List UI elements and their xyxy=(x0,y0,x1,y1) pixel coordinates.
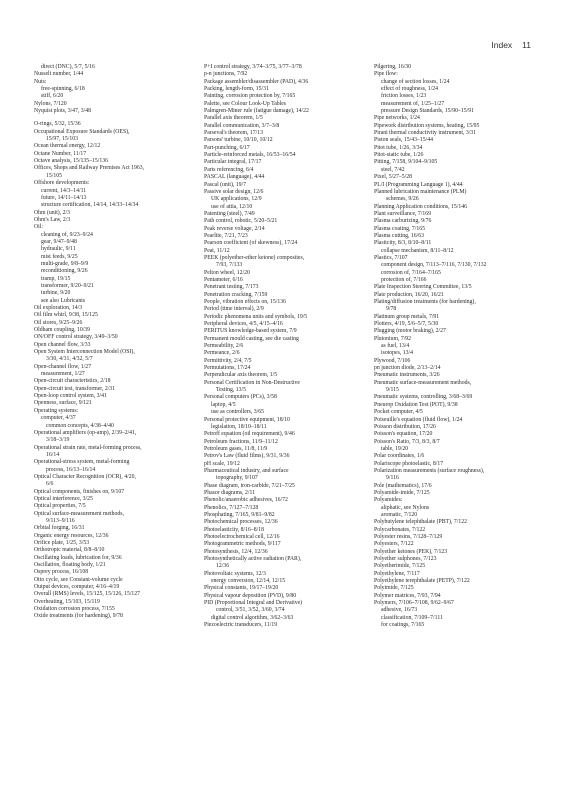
index-subentry: free-spinning, 6/18 xyxy=(41,86,85,93)
index-subentry: 16/14 xyxy=(46,451,60,458)
index-entry: Parsons' turbine, 10/10, 10/12 xyxy=(204,137,273,144)
index-entry: Phenolic/anaerobic adhesives, 16/72 xyxy=(204,497,288,504)
index-entry: Pipe networks, 1/24 xyxy=(374,115,420,122)
index-subentry: gear, 9/47–9/48 xyxy=(41,238,77,245)
index-subentry: schemes, 9/26 xyxy=(386,196,419,203)
index-entry: Optical Character Recognition (OCR), 4/20, xyxy=(34,473,136,480)
index-entry: Photoelectrochemical cell, 12/16 xyxy=(204,534,280,540)
index-entry: Periodic phenomena units and symbols, 19/5 xyxy=(204,313,308,320)
index-entry: Pole (mathematics), 17/6 xyxy=(374,482,432,489)
index-entry: Particular integral, 17/17 xyxy=(204,159,262,166)
index-entry: Perpendicular axis theorem, 1/5 xyxy=(204,372,278,379)
index-entry: Part-punching, 6/17 xyxy=(204,144,250,151)
index-subentry: collapse mechanism, 8/11–8/12 xyxy=(381,247,454,254)
index-entry: Plasma carburizing, 9/76 xyxy=(374,218,432,225)
index-entry: Passive solar design, 12/6 xyxy=(204,188,264,195)
index-subentry: aromatic, 7/120 xyxy=(381,511,418,518)
index-subentry: multi-grade, 9/8–9/9 xyxy=(41,260,89,267)
index-entry: Photovoltaic systems, 12/3 xyxy=(204,570,266,577)
index-entry: People, vibration effects on, 15/136 xyxy=(204,299,286,305)
index-entry: Photosynthesis, 12/4, 12/36 xyxy=(204,548,268,555)
index-entry: Poisson distribution, 17/26 xyxy=(374,423,436,430)
index-subentry: effect of roughness, 1/24 xyxy=(381,86,439,93)
index-entry: pH scale, 19/12 xyxy=(204,460,240,467)
index-entry: Open-loop control system, 3/41 xyxy=(34,393,107,400)
index-entry: Phasor diagrams, 2/11 xyxy=(204,489,256,496)
index-entry: Nylons, 7/120 xyxy=(34,100,67,107)
index-entry: Pelton wheel, 12/20 xyxy=(204,269,250,276)
index-entry: Orbital forging, 16/31 xyxy=(34,525,85,532)
index-entry: Petroff equation (oil requirement), 9/46 xyxy=(204,431,295,438)
index-entry: Polymer matrices, 7/93, 7/94 xyxy=(374,592,441,599)
index-entry: Polycarbonates, 7/122 xyxy=(374,526,426,533)
page-number: 11 xyxy=(522,40,531,50)
index-entry: Path control, robotic, 5/20–5/21 xyxy=(204,218,278,225)
index-subentry: mist feeds, 9/25 xyxy=(41,253,78,260)
index-subentry: transformer, 9/20–9/21 xyxy=(41,282,94,289)
index-entry: Peat, 11/12 xyxy=(204,247,230,254)
index-entry: Planning Application conditions, 15/146 xyxy=(374,203,467,210)
index-entry: Patenting (steel), 7/49 xyxy=(204,210,255,217)
index-entry: Photoelasticity, 8/16–8/18 xyxy=(204,526,264,533)
index-entry: Painting, corrosion protection by, 7/165 xyxy=(204,93,296,100)
index-entry: Personal computers (PCs), 3/58 xyxy=(204,394,277,401)
index-subentry: turbine, 9/20 xyxy=(41,290,71,297)
index-entry: Parallel axis theorem, 1/5 xyxy=(204,115,263,122)
index-entry: Piston seals, 15/43–15/44 xyxy=(374,137,433,144)
index-entry: Occupational Exposure Standards (OES), xyxy=(34,128,130,135)
index-subentry: for coatings, 7/165 xyxy=(381,622,425,629)
index-entry: Physical constants, 19/17–19/20 xyxy=(204,585,279,592)
index-subentry: common concepts, 4/38–4/40 xyxy=(46,422,114,429)
index-entry: Optical properties, 7/5 xyxy=(34,503,86,510)
index-entry: Orifice plate, 1/25, 3/53 xyxy=(34,540,90,546)
index-entry: Phosphating, 7/165, 9/81–9/82 xyxy=(204,511,275,518)
index-entry: Pearson coefficient (of skewness), 17/24 xyxy=(204,240,298,247)
index-subentry: 9/113–9/116 xyxy=(46,517,75,524)
index-entry: Polyether ketones (PEK), 7/123 xyxy=(374,548,448,555)
index-entry: Plotters, 4/19, 5/6–5/7, 5/30 xyxy=(374,321,439,328)
index-entry: Pirani thermal conductivity instrument, 3/31 xyxy=(374,130,477,137)
index-entry: Photochemical processes, 12/36 xyxy=(204,519,278,526)
index-entry: Open-circuit test, transformer, 2/31 xyxy=(34,385,116,392)
index-entry: Polyamides: xyxy=(374,497,403,504)
index-entry: Overall (RMS) levels, 15/125, 15/126, 15/127 xyxy=(34,591,141,598)
index-entry: Palette, see Colour Look-Up Tables xyxy=(204,100,287,107)
index-entry: Oil film whirl, 9/38, 15/125 xyxy=(34,312,98,319)
index-entry: Packing, length-form, 15/31 xyxy=(204,86,269,93)
index-entry: Permeability, 2/6 xyxy=(204,343,244,350)
index-entry: Plasma coating, 7/165 xyxy=(374,225,425,232)
index-entry: O-rings, 5/32, 15/36 xyxy=(34,121,81,128)
index-subentry: 12/36 xyxy=(216,563,230,570)
index-entry: PASCAL (language), 4/44 xyxy=(204,174,265,181)
index-entry: Poiseuille's equation (fluid flow), 1/24 xyxy=(374,416,463,423)
index-entry: Pneumatic systems, controlling, 3/68–3/69 xyxy=(374,394,473,401)
index-entry: Organic energy resources, 12/36 xyxy=(34,532,109,539)
index-entry: Output devices, computer, 4/16–4/19 xyxy=(34,584,120,591)
index-entry: Osprey process, 16/108 xyxy=(34,569,89,576)
index-entry: Polybutylene telephthalate (PBT), 7/122 xyxy=(374,519,467,526)
index-entry: Plant surveillance, 7/169 xyxy=(374,210,432,217)
index-entry: Petroleum gases, 11/8, 11/9 xyxy=(204,445,268,452)
index-subentry: pressure Design Standards, 15/90–15/91 xyxy=(381,108,474,115)
index-subentry: laptop, 4/5 xyxy=(211,401,236,408)
index-entry: PERITUS knowledge-based system, 7/9 xyxy=(204,328,297,335)
index-entry: Plutonium, 7/92 xyxy=(374,335,412,342)
index-entry: Poisson's equation, 17/20 xyxy=(374,431,433,438)
index-subentry: structure certification, 14/14, 14/33–14/34 xyxy=(41,202,139,209)
index-entry: Parallel communication, 3/7–3/8 xyxy=(204,122,280,129)
index-entry: Offices, Shops and Railway Premises Act 1963, xyxy=(34,165,145,172)
index-entry: Open-channel flow, 1/27 xyxy=(34,363,91,370)
index-entry: Permanent mould casting, see die casting xyxy=(204,335,299,342)
index-entry: Polyimide, 7/125 xyxy=(374,585,414,592)
index-subentry: UK applications, 12/9 xyxy=(211,196,262,203)
index-entry: Petroleum fractions, 11/9–11/12 xyxy=(204,438,278,445)
index-entry: Optical surface-measurement methods, xyxy=(34,510,124,517)
index-entry: Plugging (motor braking), 2/27 xyxy=(374,328,446,335)
index-entry: Operational strain rate, metal-forming process, xyxy=(34,444,142,451)
index-entry: Optical interference, 3/25 xyxy=(34,495,93,502)
index-entry: Polyetherimide, 7/125 xyxy=(374,563,426,570)
index-subentry: future, 14/11–14/13 xyxy=(41,194,87,201)
index-entry: Polar coordinates, 1/6 xyxy=(374,453,425,460)
index-entry: Peak reverse voltage, 2/14 xyxy=(204,225,265,232)
index-subentry: 6/6 xyxy=(46,481,54,488)
index-entry: Orthotropic material, 8/8–8/10 xyxy=(34,547,105,554)
index-subentry: 15/105 xyxy=(46,172,62,179)
index-entry: PEEK (polyether-ether ketone) composites, xyxy=(204,254,305,261)
index-entry: Plastics, 7/107 xyxy=(374,254,408,261)
index-entry: Nuts: xyxy=(34,78,47,85)
index-entry: PL/I (Programming Language 1), 4/44 xyxy=(374,181,463,188)
index-entry: PID (Proportional Integral and Derivative) xyxy=(204,600,303,607)
index-entry: Photogrammetric methods, 9/117 xyxy=(204,541,281,548)
index-entry: Pipe flow: xyxy=(374,71,398,78)
index-entry: Poisson's Ratio, 7/3, 8/3, 8/7 xyxy=(374,438,440,445)
index-entry: Operating systems: xyxy=(34,407,79,414)
index-entry: Oil stores, 9/25–9/26 xyxy=(34,319,83,326)
index-subentry: direct (DNC), 5/7, 5/16 xyxy=(41,64,95,70)
index-subentry: control, 3/51, 3/52, 3/60, 3/74 xyxy=(216,607,285,614)
index-entry: Permittivity, 2/4, 7/5 xyxy=(204,357,252,364)
index-subentry: isotopes, 13/4 xyxy=(381,350,413,357)
index-subentry: stiff, 6/20 xyxy=(41,93,64,100)
index-entry: Oldham coupling, 10/39 xyxy=(34,327,91,334)
running-head: Index xyxy=(491,40,513,50)
index-entry: Pocket computer, 4/5 xyxy=(374,409,423,416)
index-entry: Plating/diffusion treatments (for hardening), xyxy=(374,299,476,305)
index-entry: Oscillation, floating body, 1/21 xyxy=(34,562,106,569)
index-subentry: use of attia, 12/10 xyxy=(211,203,253,210)
index-entry: Polyesters, 7/122 xyxy=(374,541,414,548)
index-entry: Ohm's Law, 2/3 xyxy=(34,216,71,223)
index-subentry: component design, 7/113–7/116, 7/130, 7/132 xyxy=(381,262,487,269)
index-entry: Ocean thermal energy, 12/12 xyxy=(34,143,101,150)
index-subentry: topography, 9/107 xyxy=(216,475,258,482)
index-entry: Pentameter, 6/16 xyxy=(204,276,243,283)
index-entry: Pilgering, 16/30 xyxy=(374,64,412,70)
index-subentry: 9/78 xyxy=(386,306,397,313)
index-entry: Offshore developments: xyxy=(34,180,90,187)
index-entry: Permutations, 17/24 xyxy=(204,365,251,372)
index-entry: Pixel, 5/27–5/28 xyxy=(374,174,413,181)
index-column-1 xyxy=(34,64,204,621)
index-subentry: change of section losses, 1/24 xyxy=(381,78,450,85)
index-entry: Oscillating loads, lubrication for, 9/36 xyxy=(34,554,122,561)
page-header xyxy=(491,40,531,50)
index-entry: Pneumatic instruments, 3/26 xyxy=(374,372,440,379)
index-subentry: 3/18–3/19 xyxy=(46,437,70,444)
index-entry: Particle-reinforced metals, 16/53–16/54 xyxy=(204,152,296,159)
index-subentry: corrosion of, 7/164–7/165 xyxy=(381,269,441,276)
index-subentry: Testing, 13/5 xyxy=(216,387,246,394)
index-subentry: friction losses, 1/23 xyxy=(381,93,427,100)
index-entry: Nyquist plots, 3/47, 3/48 xyxy=(34,108,92,115)
index-entry: Optical components, finishes on, 9/107 xyxy=(34,488,125,495)
index-column-3 xyxy=(374,64,546,629)
index-entry: Parseval's theorem, 17/13 xyxy=(204,130,264,137)
index-entry: Plywood, 7/106 xyxy=(374,357,411,364)
index-subentry: hydraulic, 9/11 xyxy=(41,246,76,253)
index-entry: Polyester resins, 7/128–7/129 xyxy=(374,534,443,540)
index-subentry: 9/116 xyxy=(386,475,399,482)
index-subentry: protection of, 7/166 xyxy=(381,276,427,283)
index-entry: Pitot-static tube, 1/26 xyxy=(374,152,424,159)
index-subentry: tramp, 19/15 xyxy=(41,275,71,282)
index-subentry: table, 19/20 xyxy=(381,445,409,452)
index-entry: Plate Inspection Steering Committee, 13/5 xyxy=(374,284,472,291)
index-entry: Polyethylene terephthalate (PETP), 7/122 xyxy=(374,578,470,585)
index-entry: Penetrant testing, 7/173 xyxy=(204,284,259,291)
index-entry: Nusselt number, 1/44 xyxy=(34,71,84,78)
index-entry: pn junction diode, 2/13–2/14 xyxy=(374,365,441,372)
index-entry: Polariscope photoelastic, 8/17 xyxy=(374,460,444,467)
index-entry: Photosynthetically active radiation (PAR), xyxy=(204,556,302,563)
index-entry: Pascal (unit), 19/7 xyxy=(204,181,246,188)
index-entry: Open System Interconnection Model (OSI), xyxy=(34,349,135,356)
index-entry: Pneurop Oxidation Test (POT), 9/38 xyxy=(374,401,458,408)
index-entry: Open channel flow, 3/33 xyxy=(34,341,91,348)
index-entry: Pharmaceutical industry, and surface xyxy=(204,467,289,474)
index-entry: Oil exploration, 14/3 xyxy=(34,305,83,311)
index-entry: Piezoelectric transducers, 11/19 xyxy=(204,622,278,629)
index-entry: Physical vapour deposition (PVD), 9/80 xyxy=(204,592,297,599)
index-entry: Octave analysis, 15/135–15/136 xyxy=(34,158,108,165)
index-subentry: adhesive, 16/73 xyxy=(381,607,418,614)
index-entry: ON/OFF control strategy, 3/49–3/50 xyxy=(34,334,118,341)
index-subentry: reconditioning, 9/26 xyxy=(41,268,88,275)
index-subentry: current, 14/3–14/11 xyxy=(41,187,87,194)
index-entry: Period (time interval), 2/9 xyxy=(204,306,264,313)
index-subentry: classification, 7/109–7/111 xyxy=(381,614,443,621)
index-entry: Oxide treatments (for hardening), 9/78 xyxy=(34,613,123,620)
index-entry: Platinum group metals, 7/91 xyxy=(374,313,440,320)
index-entry: Planned lubrication maintenance (PLM) xyxy=(374,188,467,195)
index-entry: Pearlite, 7/21, 7/23 xyxy=(204,232,248,239)
index-entry: Polyethylene, 7/117 xyxy=(374,570,420,577)
index-entry: Pitting, 7/158, 9/104–9/105 xyxy=(374,159,438,166)
index-entry: p-n junctions, 7/92 xyxy=(204,71,248,78)
index-subentry: aliphatic, see Nylons xyxy=(381,504,430,511)
index-subentry: cleaning of, 9/23–9/24 xyxy=(41,231,93,238)
index-entry: Polyamide-imide, 7/125 xyxy=(374,489,430,496)
index-entry: Otto cycle, see Constant-volume cycle xyxy=(34,576,123,583)
index-subentry: 3/30, 4/31, 4/32, 5/7 xyxy=(46,356,93,363)
index-subentry: 9/115 xyxy=(386,387,399,394)
index-entry: Pipework distribution systems, heating, 15/95 xyxy=(374,122,480,129)
index-subentry: 15/97, 15/103 xyxy=(46,136,78,143)
index-entry: Petrov's Law (fluid films), 9/31, 9/36 xyxy=(204,453,290,460)
index-entry: Polyether sulphones, 7/123 xyxy=(374,556,437,563)
index-entry: P+I control strategy, 3/74–3/75, 3/77–3/78 xyxy=(204,64,302,70)
index-entry: Oxidation corrosion process, 7/155 xyxy=(34,606,115,613)
index-entry: Parts referencing, 6/4 xyxy=(204,166,254,173)
index-entry: Permeance, 2/6 xyxy=(204,350,240,357)
index-subentry: measurement of, 1/25–1/27 xyxy=(381,100,445,107)
index-entry: Phase diagram, iron-carbide, 7/21–7/25 xyxy=(204,482,295,489)
index-subentry: use as controllers, 3/65 xyxy=(211,409,265,416)
index-subentry: digital control algorithm, 3/62–3/63 xyxy=(211,614,294,621)
index-entry: Openness, surface, 9/121 xyxy=(34,400,92,407)
index-entry: Overheating, 15/103, 15/119 xyxy=(34,598,100,605)
index-subentry: process, 16/13–16/14 xyxy=(46,466,96,473)
index-entry: Polarization measurements (surface roughness), xyxy=(374,467,485,474)
index-entry: Penetration cracking, 7/159 xyxy=(204,291,268,298)
index-entry: Operational amplifiers (op-amp), 2/39–2/41, xyxy=(34,429,137,436)
index-entry: Operational-stress system, metal-forming xyxy=(34,459,130,466)
index-column-2 xyxy=(204,64,374,629)
index-entry: Phenolics, 7/127–7/128 xyxy=(204,504,259,511)
index-subentry: see also Lubricants xyxy=(41,297,86,304)
index-entry: Pitot tube, 1/26, 3/34 xyxy=(374,144,423,151)
index-subentry: as fuel, 13/4 xyxy=(381,343,410,350)
index-entry: Package assembler/disassembler (PAD), 4/36 xyxy=(204,78,309,85)
index-subentry: 7/93, 7/133 xyxy=(216,262,243,269)
index-subentry: steel, 7/42 xyxy=(381,166,405,173)
index-entry: Plasma cutting, 16/63 xyxy=(374,232,424,239)
index-entry: Palmgren-Miner rule (fatigue damage), 14/22 xyxy=(204,108,309,115)
index-entry: Plate production, 16/20, 16/21 xyxy=(374,291,444,298)
index-entry: Personal Certification in Non-Destructive xyxy=(204,379,300,386)
index-entry: Plasticity, 8/3, 8/10–8/11 xyxy=(374,240,432,247)
index-entry: Ohm (unit), 2/3 xyxy=(34,209,70,216)
index-subentry: measurement, 1/27 xyxy=(41,371,85,378)
index-subentry: legislation, 18/10–18/11 xyxy=(211,423,267,430)
index-subentry: computer, 4/37 xyxy=(41,415,76,422)
index-entry: Personal protective equipment, 18/10 xyxy=(204,416,290,423)
index-subentry: energy conversion, 12/14, 12/15 xyxy=(211,578,286,585)
index-entry: Polymers, 7/106–7/108, 9/62–9/67 xyxy=(374,600,454,607)
index-entry: Oil: xyxy=(34,224,43,231)
index-entry: Octane Number, 11/17 xyxy=(34,150,87,157)
index-entry: Pneumatic surface-measurement methods, xyxy=(374,379,472,386)
index-entry: Open-circuit characteristics, 2/18 xyxy=(34,378,111,385)
index-entry: Peripheral devices, 4/5, 4/15–4/16 xyxy=(204,321,283,328)
